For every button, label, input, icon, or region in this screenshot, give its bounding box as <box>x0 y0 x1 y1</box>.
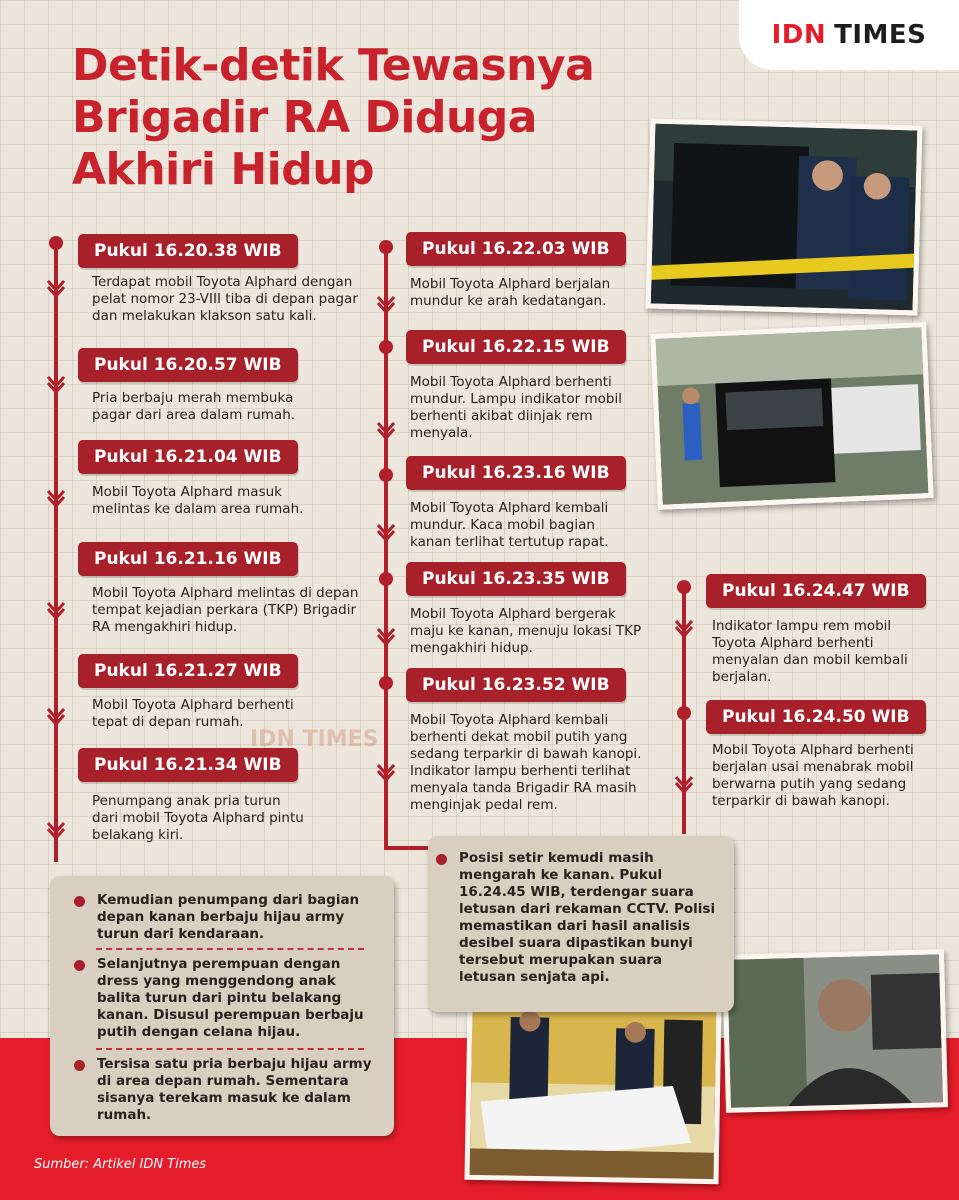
list-item-text: Selanjutnya perempuan dengan dress yang menggendong anak balita turun dari pintu belakang kanan. Disusul perempuan berbaju putih dengan celana hijau. <box>97 956 364 1040</box>
list-item <box>436 850 720 986</box>
time-pill: Pukul 16.24.50 WIB <box>706 700 926 734</box>
chevron-down-icon <box>45 276 67 298</box>
list-item-text: Posisi setir kemudi masih mengarah ke kanan. Pukul 16.24.45 WIB, terdengar suara letusan dari rekaman CCTV. Polisi memastikan dari hasil analisis desibel suara dipastikan bunyi tersebut merupakan suara letusan senjata api. <box>459 850 716 985</box>
bullet-icon <box>74 1060 85 1071</box>
idn-times-logo <box>739 0 959 70</box>
title-line-2: Brigadir RA Diduga <box>72 92 537 143</box>
bullet-icon <box>436 854 447 865</box>
timeline-dot <box>677 706 691 720</box>
list-item <box>74 956 380 1041</box>
photo-alphard-car <box>650 322 933 510</box>
event-description: Mobil Toyota Alphard masuk melintas ke dalam area rumah. <box>92 484 304 517</box>
chevron-down-icon <box>45 818 67 840</box>
time-pill: Pukul 16.23.52 WIB <box>406 668 626 702</box>
photo-person-portrait <box>722 949 948 1113</box>
timeline-connector-down <box>384 780 388 850</box>
chevron-down-icon <box>375 624 397 646</box>
chevron-down-icon <box>375 520 397 542</box>
timeline-dot <box>677 580 691 594</box>
chevron-down-icon <box>673 772 695 794</box>
page-title <box>72 40 672 196</box>
bullet-icon <box>74 960 85 971</box>
title-line-1: Detik-detik Tewasnya <box>72 40 595 91</box>
event-description: Mobil Toyota Alphard berhenti tepat di depan rumah. <box>92 697 294 730</box>
timeline-line-2 <box>384 244 388 790</box>
event-description: Terdapat mobil Toyota Alphard dengan pelat nomor 23-VIII tiba di depan pagar dan melakukan klakson satu kali. <box>92 274 358 324</box>
chevron-down-icon <box>375 760 397 782</box>
event-description: Mobil Toyota Alphard melintas di depan tempat kejadian perkara (TKP) Brigadir RA mengakhiri hidup. <box>92 585 359 635</box>
chevron-down-icon <box>45 598 67 620</box>
event-description: Mobil Toyota Alphard bergerak maju ke kanan, menuju lokasi TKP mengakhiri hidup. <box>410 606 642 656</box>
timeline-dot <box>49 236 63 250</box>
timeline-dot <box>379 340 393 354</box>
bullet-icon <box>74 896 85 907</box>
chevron-down-icon <box>375 418 397 440</box>
timeline-connector <box>384 846 434 850</box>
time-pill: Pukul 16.21.34 WIB <box>78 748 298 782</box>
time-pill: Pukul 16.21.04 WIB <box>78 440 298 474</box>
event-description: Indikator lampu rem mobil Toyota Alphard berhenti menyalan dan mobil kembali berjalan. <box>712 618 908 685</box>
logo-idn: IDN <box>771 20 827 50</box>
time-pill: Pukul 16.20.57 WIB <box>78 348 298 382</box>
time-pill: Pukul 16.22.15 WIB <box>406 330 626 364</box>
list-item <box>74 1056 380 1124</box>
event-description: Pria berbaju merah membuka pagar dari area dalam rumah. <box>92 390 296 423</box>
event-description: Mobil Toyota Alphard berhenti berjalan usai menabrak mobil berwarna putih yang sedang terparkir di bawah kanopi. <box>712 742 914 809</box>
time-pill: Pukul 16.23.35 WIB <box>406 562 626 596</box>
photo-police-crime-scene <box>646 118 923 315</box>
chevron-down-icon <box>45 372 67 394</box>
chevron-down-icon <box>45 704 67 726</box>
timeline-line-1 <box>54 240 58 862</box>
event-description: Mobil Toyota Alphard kembali berhenti dekat mobil putih yang sedang terparkir di bawah kanopi. Indikator lampu berhenti terlihat menyala tanda Brigadir RA masih menginjak pedal rem. <box>410 712 642 813</box>
event-description: Mobil Toyota Alphard berhenti mundur. Lampu indikator mobil berhenti akibat diinjak rem menyala. <box>410 374 622 441</box>
photo-coffin <box>464 1002 721 1184</box>
chevron-down-icon <box>673 616 695 638</box>
timeline-dot <box>379 240 393 254</box>
timeline-dot <box>379 572 393 586</box>
source-credit: Sumber: Artikel IDN Times <box>34 1157 207 1172</box>
time-pill: Pukul 16.22.03 WIB <box>406 232 626 266</box>
time-pill: Pukul 16.20.38 WIB <box>78 234 298 268</box>
logo-times: TIMES <box>834 20 927 50</box>
time-pill: Pukul 16.23.16 WIB <box>406 456 626 490</box>
chevron-down-icon <box>45 486 67 508</box>
title-line-3: Akhiri Hidup <box>72 144 375 195</box>
list-item <box>74 892 380 943</box>
list-item-text: Kemudian penumpang dari bagian depan kanan berbaju hijau army turun dari kendaraan. <box>97 892 360 942</box>
timeline-dot <box>379 468 393 482</box>
event-description: Mobil Toyota Alphard kembali mundur. Kaca mobil bagian kanan terlihat tertutup rapat. <box>410 500 609 550</box>
time-pill: Pukul 16.21.27 WIB <box>78 654 298 688</box>
event-description: Penumpang anak pria turun dari mobil Toyota Alphard pintu belakang kiri. <box>92 793 304 843</box>
watermark: IDN TIMES <box>250 727 379 752</box>
time-pill: Pukul 16.24.47 WIB <box>706 574 926 608</box>
list-item-text: Tersisa satu pria berbaju hijau army di area depan rumah. Sementara sisanya terekam masuk ke dalam rumah. <box>97 1056 372 1123</box>
divider <box>96 948 364 950</box>
divider <box>96 1048 364 1050</box>
time-pill: Pukul 16.21.16 WIB <box>78 542 298 576</box>
event-description: Mobil Toyota Alphard berjalan mundur ke arah kedatangan. <box>410 276 611 309</box>
timeline-dot <box>379 676 393 690</box>
